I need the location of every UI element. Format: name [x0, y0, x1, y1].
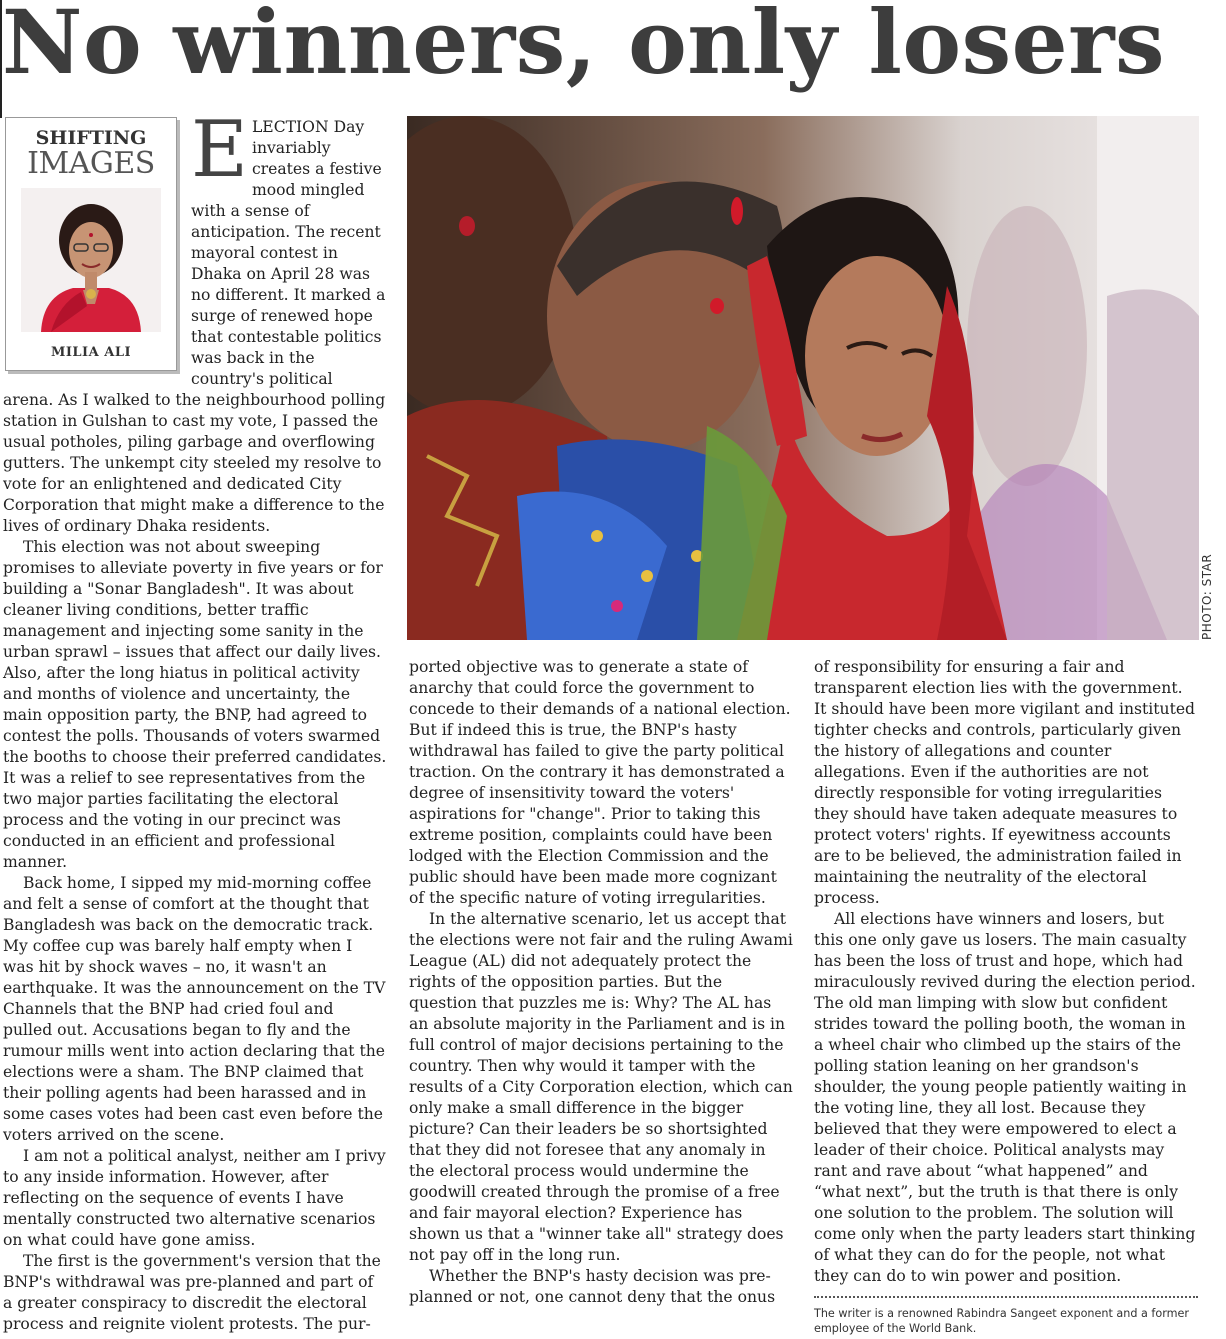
column-kicker-bottom: IMAGES — [27, 146, 155, 181]
paragraph-8: All elections have winners and losers, but this one only gave us losers. The main casualty has been the loss of trust and hope, which had miraculously revived during the election period. The old man limping with slow but confident strides toward the polling booth, the woman in a wheel chair who climbed up the stairs of the polling station leaning on her grandson's shoulder, the young people patiently waiting in the voting line, they all lost. Because they believed that they were empowered to elect a leader of their choice. Political analysts may rant and rave about “what happened” and “what next”, but the truth is that there is only one solution to the problem. The solution will come only when the party leaders start thinking of what they can do for the people, not what they can do to win power and position. — [814, 910, 1196, 1285]
column-byline-box — [5, 117, 177, 371]
drop-cap: E — [191, 105, 248, 195]
article-column-3 — [814, 657, 1198, 1336]
paragraph-1: LECTION Day invariably creates a festive mood mingled with a sense of anticipation. The recent mayoral contest in Dhaka on April 28 was no different. It marked a surge of renewed hope that contestable politics was back in the country's political arena. As I walked to the neighbourhood polling station in Gulshan to cast my vote, I passed the usual potholes, piling garbage and overflowing gutters. The unkempt city steeled my resolve to vote for an enlightened and dedicated City Corporation that might make a difference to the lives of ordinary Dhaka residents. — [3, 118, 386, 535]
paragraph-7-end: of responsibility for ensuring a fair and transparent election lies with the government. It should have been more vigilant and instituted tighter checks and controls, particularly given the history of allegations and counter allegations. Even if the authorities are not directly responsible for voting irregularities they should have taken adequate measures to protect voters' rights. If eyewitness accounts are to be believed, the administration failed in maintaining the neutrality of the electoral process. — [814, 658, 1196, 907]
article-column-2 — [409, 657, 793, 1308]
headline: No winners, only losers — [2, 0, 1166, 94]
article-column-1 — [3, 105, 387, 1335]
paragraph-4: I am not a political analyst, neither am I privy to any inside information. However, after reflecting on the sequence of events I have mentally constructed two alternative scenarios on what could have gone amiss. — [3, 1147, 386, 1249]
paragraph-5-end: ported objective was to generate a state of anarchy that could force the government to concede to their demands of a national election. But if indeed this is true, the BNP's hasty withdrawal has failed to give the party political traction. On the contrary it has demonstrated a degree of insensitivity toward the voters' aspirations for "change". Prior to taking this extreme position, complaints could have been lodged with the Election Commission and the public should have been made more cognizant of the specific nature of voting irregularities. — [409, 658, 791, 907]
writer-note: The writer is a renowned Rabindra Sangeet exponent and a former employee of the World Bank. — [814, 1307, 1189, 1335]
author-name: MILIA ALI — [50, 345, 132, 360]
paragraph-6: In the alternative scenario, let us accept that the elections were not fair and the ruling Awami League (AL) did not adequately protect the rights of the opposition parties. But the question that puzzles me is: Why? The AL has an absolute majority in the Parliament and is in full control of major decisions pertaining to the country. Then why would it tamper with the results of a City Corporation election, which can only make a small difference in the bigger picture? Can their leaders be so shortsighted that they did not foresee that any anomaly in the electoral process would undermine the goodwill created through the promise of a free and fair mayoral election? Experience has shown us that a "winner take all" strategy does not pay off in the long run. — [409, 910, 793, 1264]
paragraph-5-start: The first is the government's version that the BNP's withdrawal was pre-planned and part of a greater conspiracy to discredit the electoral process and reignite violent protests. The pur- — [3, 1252, 381, 1333]
dotted-divider — [814, 1296, 1198, 1298]
author-portrait — [21, 188, 161, 332]
news-photo — [407, 116, 1199, 640]
paragraph-2: This election was not about sweeping promises to alleviate poverty in five years or for building a "Sonar Bangladesh". It was about cleaner living conditions, better traffic management and injecting some sanity in the urban sprawl – issues that affect our daily lives. Also, after the long hiatus in political activity and months of violence and uncertainty, the main opposition party, the BNP, had agreed to contest the polls. Thousands of voters swarmed the booths to choose their preferred candidates. It was a relief to see representatives from the two major parties facilitating the electoral process and the voting in our precinct was conducted in an efficient and professional manner. — [3, 538, 387, 871]
photo-credit: PHOTO: STAR — [1200, 553, 1214, 640]
paragraph-3: Back home, I sipped my mid-morning coffee and felt a sense of comfort at the thought that Bangladesh was back on the democratic track. My coffee cup was barely half empty when I was hit by shock waves – no, it wasn't an earthquake. It was the announcement on the TV Channels that the BNP had cried foul and pulled out. Accusations began to fly and the rumour mills went into action declaring that the elections were a sham. The BNP claimed that their polling agents had been harassed and in some cases votes had been cast even before the voters arrived on the scene. — [3, 874, 386, 1144]
paragraph-7-start: Whether the BNP's hasty decision was pre-planned or not, one cannot deny that the onus — [409, 1267, 776, 1306]
column-kicker-top: SHIFTING — [35, 127, 147, 149]
